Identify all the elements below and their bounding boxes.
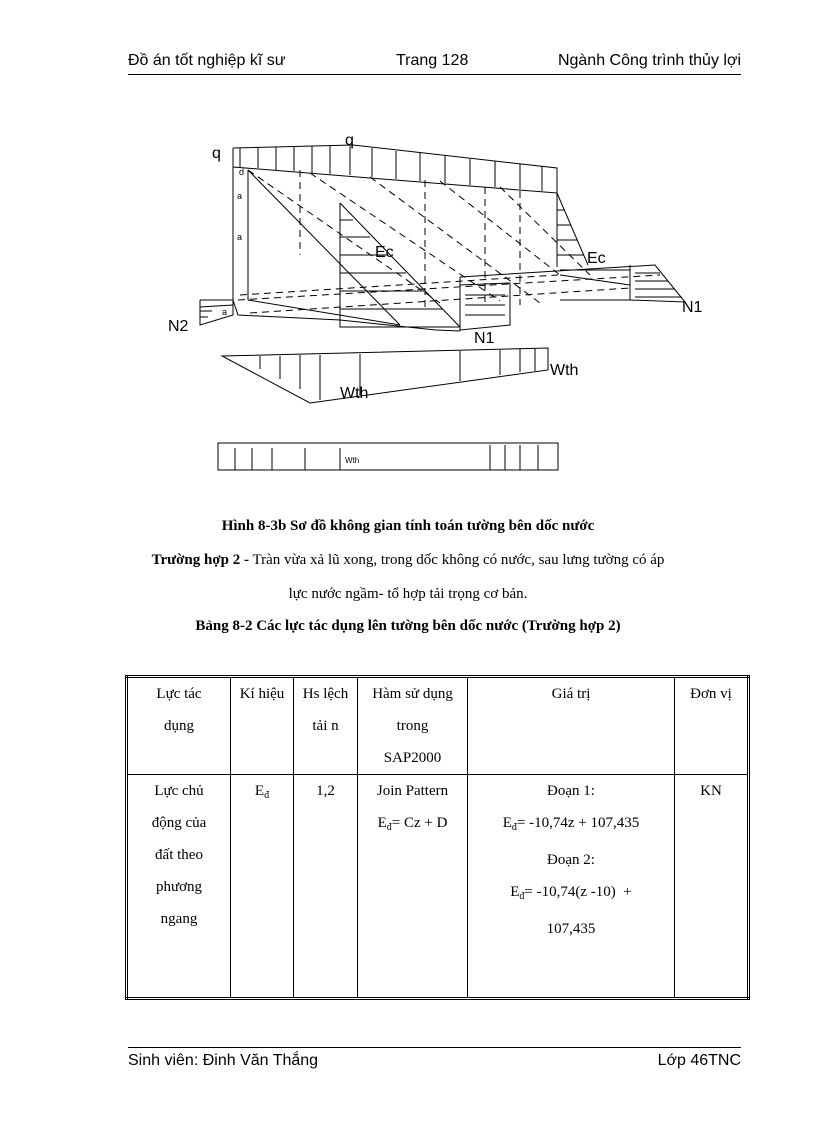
label-wth-center: Wth xyxy=(340,385,369,402)
label-wth-small: Wth xyxy=(345,456,360,465)
label-q-left: q xyxy=(212,145,221,162)
wall-mark-4: a xyxy=(222,307,228,317)
case-text-line1: Tràn vừa xả lũ xong, trong dốc không có nước, sau lưng tường có áp xyxy=(252,552,665,568)
label-n2: N2 xyxy=(168,318,189,335)
load-q-arrows xyxy=(240,146,542,191)
footer-student: Sinh viên: Đinh Văn Thắng xyxy=(128,1052,319,1069)
cell-symbol: $E_đ$ xyxy=(231,775,294,999)
case-description-line2: lực nước ngầm- tổ hợp tải trọng cơ bản. xyxy=(288,586,528,602)
header-value: Giá trị xyxy=(468,677,675,775)
header-unit: Đơn vị xyxy=(675,677,749,775)
forces-table xyxy=(125,675,750,1000)
header-left: Đồ án tốt nghiệp kĩ sư xyxy=(128,52,286,69)
footer-rule xyxy=(128,1047,741,1048)
wall-mark-1: d xyxy=(239,167,245,177)
table-caption: Bảng 8-2 Các lực tác dụng lên tường bên dốc nước (Trường hợp 2) xyxy=(195,618,621,634)
load-q xyxy=(233,145,557,193)
header-factor: Hs lệch tải n xyxy=(294,677,358,775)
cell-value: Đoạn 1: $E_đ= -10,74z + 107,435$ Đoạn 2: $E_đ= -10,74(z$ -10) + 107,435 xyxy=(468,775,675,999)
table-header-row xyxy=(127,677,749,775)
header-symbol: Kí hiệu xyxy=(231,677,294,775)
header-rule xyxy=(128,74,741,75)
structural-diagram xyxy=(160,125,720,480)
label-ec-right: Ec xyxy=(587,250,606,267)
header-page-number: Trang 128 xyxy=(396,52,469,69)
case-label: Trường hợp 2 - xyxy=(151,552,249,568)
header-function: Hàm sử dụng trong SAP2000 xyxy=(358,677,468,775)
figure-caption: Hình 8-3b Sơ đồ không gian tính toán tường bên dốc nước xyxy=(221,518,595,534)
label-wth-right: Wth xyxy=(550,362,579,379)
wall-mark-3: a xyxy=(237,232,243,242)
header-force: Lực tác dụng xyxy=(127,677,231,775)
cell-function: Join Pattern $E_đ= Cz + D$ xyxy=(358,775,468,999)
n1-bottom-box xyxy=(460,283,510,330)
footer-class: Lớp 46TNC xyxy=(657,1052,741,1069)
wth-bar xyxy=(218,443,558,470)
label-ec-left: Ec xyxy=(375,244,394,261)
dashed-spatial-lines xyxy=(238,170,660,313)
wall-mark-2: a xyxy=(237,191,243,201)
ec-right-diagram xyxy=(557,193,588,265)
cell-unit: KN xyxy=(675,775,749,999)
ec-left-diagram xyxy=(340,203,460,327)
n2-diagram xyxy=(200,311,212,317)
n1-right-diagram xyxy=(460,265,685,331)
cell-factor: 1,2 xyxy=(294,775,358,999)
label-n1-bottom: N1 xyxy=(474,330,495,347)
cell-force-name: Lực chủ động của đất theo phương ngang xyxy=(127,775,231,999)
case-description-line1 xyxy=(80,552,736,569)
wth-diagram xyxy=(222,348,548,403)
label-q-top: q xyxy=(345,132,354,149)
label-n1-right: N1 xyxy=(682,299,703,316)
table-row xyxy=(127,775,749,999)
header-right: Ngành Công trình thủy lợi xyxy=(557,52,741,69)
